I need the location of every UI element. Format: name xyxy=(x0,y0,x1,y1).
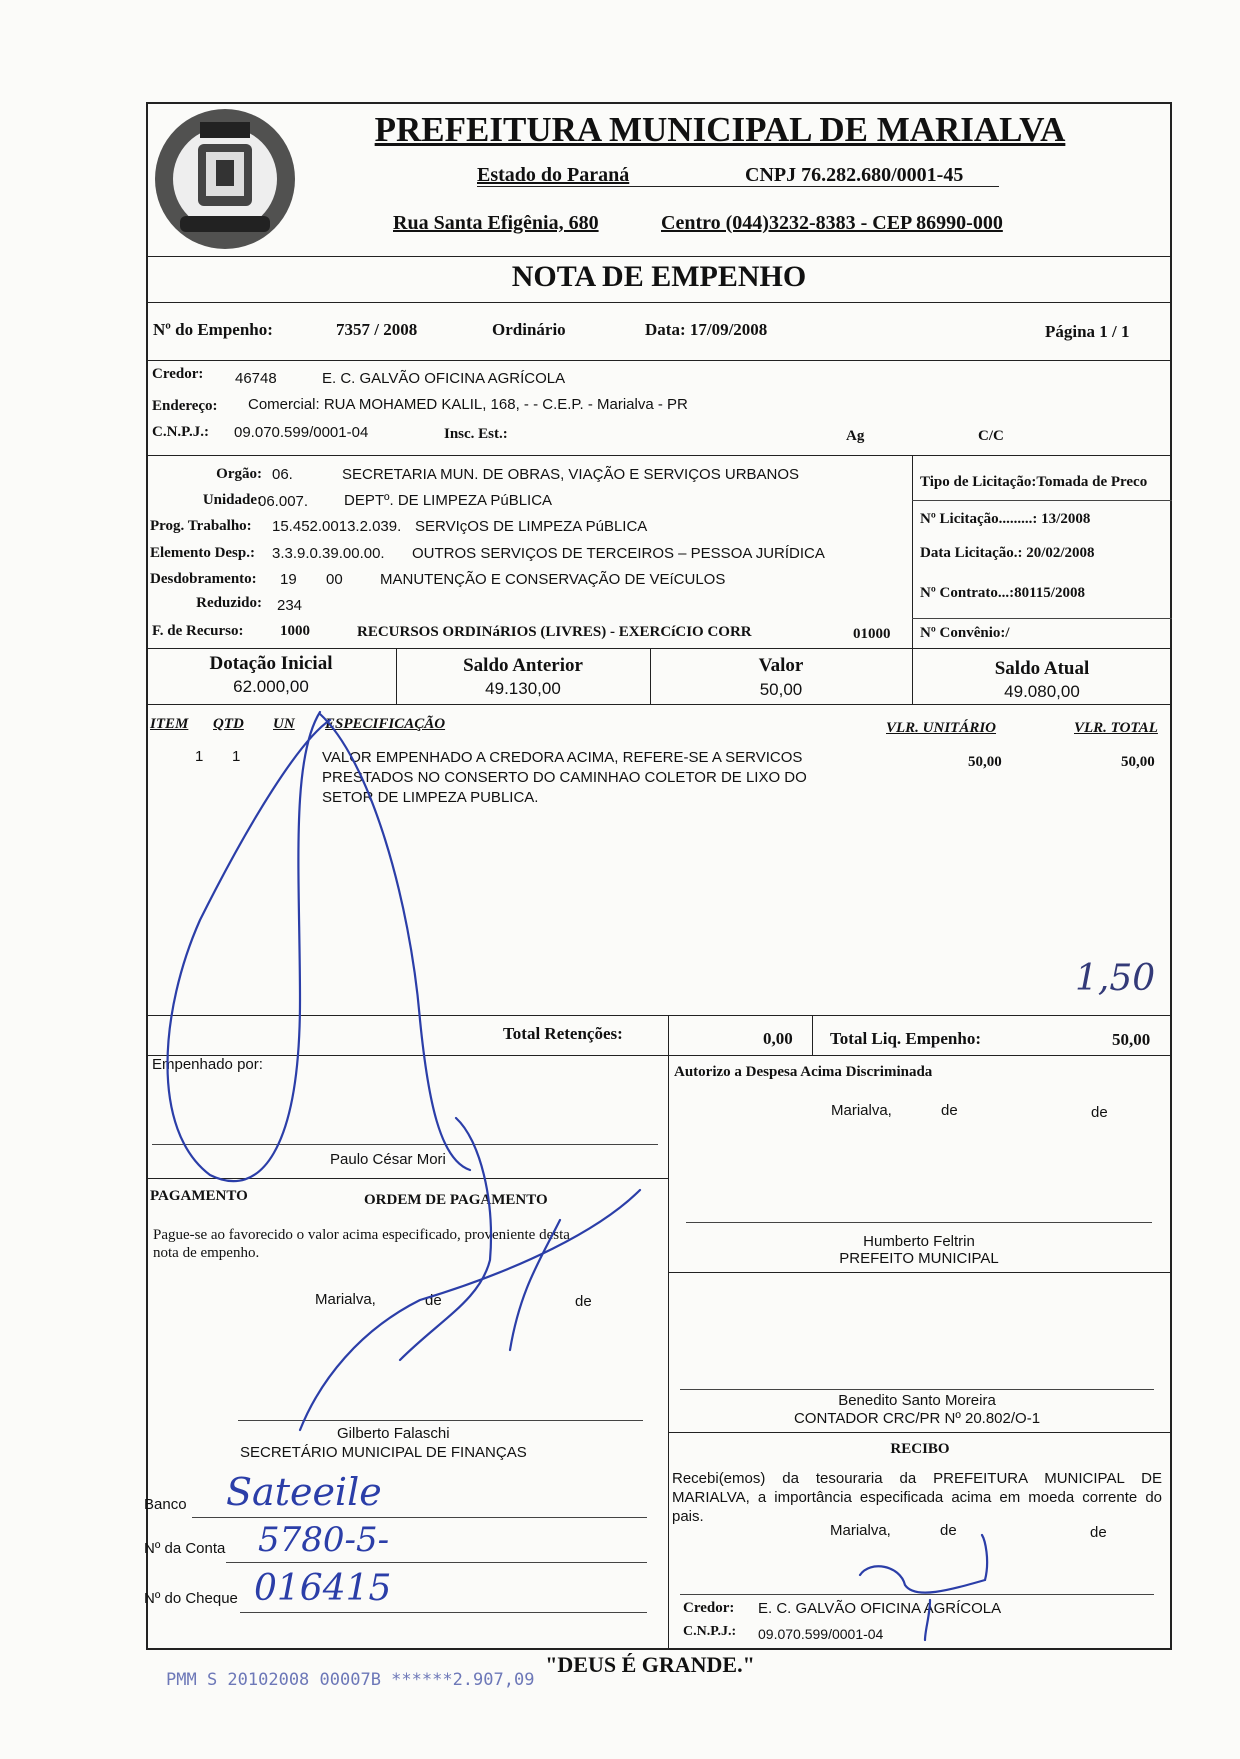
reduzido-label: Reduzido: xyxy=(196,595,262,611)
secretario-name: Gilberto Falaschi xyxy=(337,1425,450,1442)
doc-title: NOTA DE EMPENHO xyxy=(511,260,807,293)
recibo-credor-name: E. C. GALVÃO OFICINA AGRÍCOLA xyxy=(758,1600,1002,1617)
credor-cnpj: 09.070.599/0001-04 xyxy=(234,424,369,441)
elemento-code: 3.3.9.0.39.00.00. xyxy=(272,545,385,562)
saldo-anterior-value: 49.130,00 xyxy=(485,679,561,698)
conta-line xyxy=(226,1562,647,1563)
vlr-unitario-header: VLR. UNITÁRIO xyxy=(886,720,997,736)
conta-label: Nº da Conta xyxy=(144,1540,226,1557)
pagamento-label: PAGAMENTO xyxy=(150,1188,248,1204)
item-spec-line-3: SETOR DE LIMPEZA PUBLICA. xyxy=(322,789,539,806)
qtd-header: QTD xyxy=(213,716,244,732)
item-vlr-unitario: 50,00 xyxy=(968,754,1002,770)
total-liquido-value: 50,00 xyxy=(1112,1030,1151,1049)
credor-label: Credor: xyxy=(152,366,204,382)
item-number: 1 xyxy=(195,748,204,765)
dotacao-inicial-label: Dotação Inicial xyxy=(209,653,333,674)
endereco-label: Endereço: xyxy=(152,398,218,414)
valor-label: Valor xyxy=(758,655,804,676)
valor-value: 50,00 xyxy=(759,680,803,699)
fonte-number: 01000 xyxy=(853,626,891,642)
especificacao-header: ESPECIFICAÇÃO xyxy=(325,716,446,732)
divider xyxy=(146,1015,1172,1016)
credor-code: 46748 xyxy=(235,370,277,387)
divider xyxy=(668,1432,1172,1433)
banco-label: Banco xyxy=(144,1496,187,1513)
ag-label: Ag xyxy=(846,428,865,444)
recibo-cnpj: 09.070.599/0001-04 xyxy=(758,1626,884,1642)
desdobramento-label: Desdobramento: xyxy=(150,571,257,587)
signature-line xyxy=(680,1389,1154,1390)
divider xyxy=(146,1055,1172,1056)
divider xyxy=(146,648,1172,649)
tipo-licitacao: Tipo de Licitação:Tomada de Preco xyxy=(920,474,1148,490)
empenhado-por-label: Empenhado por: xyxy=(152,1056,263,1073)
prog-name: SERVIçOS DE LIMPEZA PúBLICA xyxy=(415,518,648,535)
empenho-number-label: Nº do Empenho: xyxy=(153,320,273,339)
signature-line xyxy=(152,1144,658,1145)
numero-contrato: Nº Contrato...:80115/2008 xyxy=(920,585,1085,601)
header-contact: Centro (044)3232-8383 - CEP 86990-000 xyxy=(661,212,1003,234)
fonte-label: F. de Recurso: xyxy=(152,623,244,639)
divider xyxy=(146,704,1172,705)
conta-value: 5780-5- xyxy=(258,1520,390,1560)
divider xyxy=(912,455,913,648)
page-number: Página 1 / 1 xyxy=(1045,322,1130,341)
recibo-text-3: pais. xyxy=(672,1508,704,1525)
recibo-credor-label: Credor: xyxy=(683,1600,735,1616)
empenhado-por-name: Paulo César Mori xyxy=(330,1151,446,1168)
prog-code: 15.452.0013.2.039. xyxy=(272,518,402,535)
empenho-date: Data: 17/09/2008 xyxy=(645,320,768,339)
autorizo-de-2: de xyxy=(1091,1104,1108,1121)
prog-label: Prog. Trabalho: xyxy=(150,518,252,534)
prefeito-name: Humberto Feltrin xyxy=(863,1233,975,1250)
orgao-code: 06. xyxy=(272,466,293,483)
endereco-value: Comercial: RUA MOHAMED KALIL, 168, - - C.E.P. - Marialva - PR xyxy=(248,396,688,413)
header-cnpj: CNPJ 76.282.680/0001-45 xyxy=(745,164,964,186)
divider xyxy=(812,1015,813,1055)
insc-est-label: Insc. Est.: xyxy=(444,426,508,442)
item-vlr-total: 50,00 xyxy=(1121,754,1155,770)
header-title: PREFEITURA MUNICIPAL DE MARIALVA xyxy=(374,110,1066,149)
ordem-pagamento-label: ORDEM DE PAGAMENTO xyxy=(364,1192,548,1208)
recibo-text-2: MARIALVA, a importância especificada acima em moeda corrente do xyxy=(672,1489,1162,1506)
orgao-name: SECRETARIA MUN. DE OBRAS, VIAÇÃO E SERVIÇOS URBANOS xyxy=(342,466,800,483)
item-header: ITEM xyxy=(150,716,189,732)
pagamento-de-2: de xyxy=(575,1293,592,1310)
signature-line xyxy=(686,1222,1152,1223)
total-liquido-label: Total Liq. Empenho: xyxy=(830,1029,981,1048)
prefeito-cargo: PREFEITO MUNICIPAL xyxy=(839,1250,999,1267)
divider xyxy=(668,1015,669,1055)
item-qtd: 1 xyxy=(232,748,241,765)
pagamento-text-1: Pague-se ao favorecido o valor acima especificado, proveniente desta xyxy=(153,1227,570,1243)
desdobramento-code-1: 19 xyxy=(280,571,297,588)
desdobramento-code-2: 00 xyxy=(326,571,343,588)
signature-line xyxy=(680,1594,1154,1595)
pagamento-marialva: Marialva, xyxy=(315,1291,376,1308)
autorizo-marialva: Marialva, xyxy=(831,1102,892,1119)
saldo-atual-label: Saldo Atual xyxy=(994,658,1090,679)
numero-licitacao: Nº Licitação.........: 13/2008 xyxy=(920,511,1091,527)
recibo-de-2: de xyxy=(1090,1524,1107,1541)
divider xyxy=(912,500,1172,501)
banco-value: Sateeile xyxy=(226,1470,382,1514)
fonte-code: 1000 xyxy=(280,623,310,639)
pagamento-de-1: de xyxy=(425,1292,442,1309)
secretario-cargo: SECRETÁRIO MUNICIPAL DE FINANÇAS xyxy=(240,1444,527,1461)
signature-line xyxy=(238,1420,643,1421)
pagamento-text-2: nota de empenho. xyxy=(153,1245,260,1261)
unidade-name: DEPTº. DE LIMPEZA PúBLICA xyxy=(344,492,553,509)
contador-name: Benedito Santo Moreira xyxy=(838,1392,996,1409)
divider xyxy=(146,360,1172,361)
handwritten-note: 1,50 xyxy=(1075,958,1156,999)
divider xyxy=(668,1272,1172,1273)
divider xyxy=(146,302,1172,303)
coat-of-arms xyxy=(150,104,300,254)
cheque-value: 016415 xyxy=(254,1568,392,1609)
total-retencoes-value: 0,00 xyxy=(763,1029,793,1048)
elemento-label: Elemento Desp.: xyxy=(150,545,255,561)
cash-register-stamp: PMM S 20102008 00007B ******2.907,09 xyxy=(166,1670,535,1690)
elemento-name: OUTROS SERVIÇOS DE TERCEIROS – PESSOA JURÍDICA xyxy=(412,545,825,562)
cc-label: C/C xyxy=(978,428,1004,444)
autorizo-de-1: de xyxy=(941,1102,958,1119)
orgao-label: Orgão: xyxy=(216,466,262,482)
vlr-total-header: VLR. TOTAL xyxy=(1074,720,1158,736)
unidade-code: 06.007. xyxy=(258,493,309,510)
cheque-label: Nº do Cheque xyxy=(144,1590,238,1607)
banco-line xyxy=(192,1517,647,1518)
contador-cargo: CONTADOR CRC/PR Nº 20.802/O-1 xyxy=(793,1410,1041,1427)
autorizo-text: Autorizo a Despesa Acima Discriminada xyxy=(674,1064,933,1080)
saldo-anterior-label: Saldo Anterior xyxy=(463,655,583,676)
item-spec-line-1: VALOR EMPENHADO A CREDORA ACIMA, REFERE-SE A SERVICOS xyxy=(322,749,803,766)
item-spec-line-2: PRESTADOS NO CONSERTO DO CAMINHAO COLETOR DE LIXO DO xyxy=(322,769,807,786)
recibo-text-1: Recebi(emos) da tesouraria da PREFEITURA MUNICIPAL DE xyxy=(672,1470,1162,1487)
divider xyxy=(912,618,1172,619)
header-state: Estado do Paraná xyxy=(477,164,630,186)
header-address: Rua Santa Efigênia, 680 xyxy=(393,212,599,234)
credor-name: E. C. GALVÃO OFICINA AGRÍCOLA xyxy=(322,370,566,387)
reduzido-value: 234 xyxy=(277,597,303,614)
dotacao-inicial-value: 62.000,00 xyxy=(233,677,309,696)
divider xyxy=(146,1178,668,1179)
empenho-number: 7357 / 2008 xyxy=(336,320,418,339)
saldo-atual-value: 49.080,00 xyxy=(1004,682,1080,701)
recibo-title: RECIBO xyxy=(890,1441,950,1457)
recibo-cnpj-label: C.N.P.J.: xyxy=(683,1624,737,1639)
unidade-label: Unidade: xyxy=(202,492,262,508)
un-header: UN xyxy=(273,716,295,732)
desdobramento-name: MANUTENÇÃO E CONSERVAÇÃO DE VEíCULOS xyxy=(380,571,726,588)
credor-cnpj-label: C.N.P.J.: xyxy=(152,424,209,440)
divider xyxy=(668,1055,669,1650)
divider xyxy=(146,256,1172,257)
numero-convenio: Nº Convênio:/ xyxy=(920,625,1010,641)
recibo-de-1: de xyxy=(940,1522,957,1539)
empenho-type: Ordinário xyxy=(492,320,566,339)
fonte-name: RECURSOS ORDINáRIOS (LIVRES) - EXERCíCIO CORR xyxy=(357,624,752,640)
data-licitacao: Data Licitação.: 20/02/2008 xyxy=(920,545,1095,561)
total-retencoes-label: Total Retenções: xyxy=(503,1024,623,1043)
recibo-marialva: Marialva, xyxy=(830,1522,891,1539)
footer-motto: "DEUS É GRANDE." xyxy=(545,1652,755,1677)
divider xyxy=(146,455,1172,456)
cheque-line xyxy=(240,1612,647,1613)
